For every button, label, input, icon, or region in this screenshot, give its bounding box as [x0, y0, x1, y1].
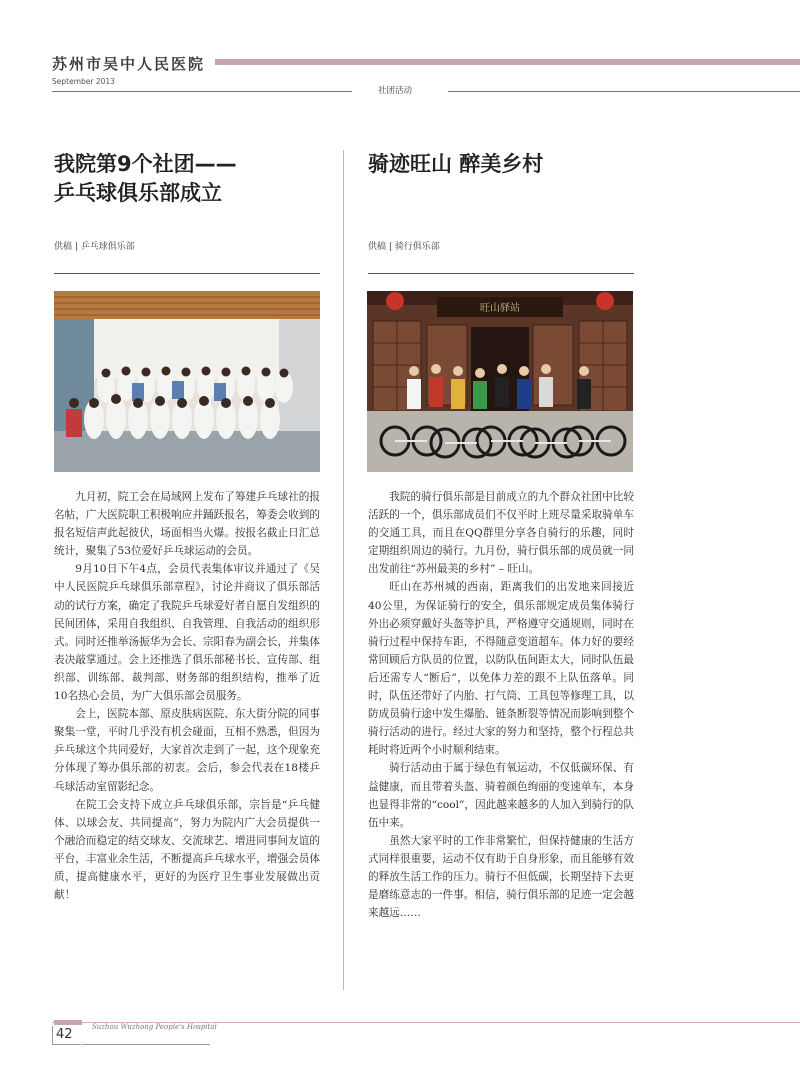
page-number: 42 [56, 1027, 73, 1042]
cycling-photo-illustration [367, 291, 633, 472]
right-paragraph: 我院的骑行俱乐部是目前成立的九个群众社团中比较活跃的一个，俱乐部成员们不仅平时上班尽量采取骑单车的交通工具，而且在QQ群里分享各自骑行的乐趣，同时定期组织周边的骑行。九月份，骑行俱乐部的成员就一同出发前往“苏州最美的乡村” – 旺山。 [368, 491, 634, 576]
group-photo-table-tennis [54, 291, 320, 472]
left-paragraph: 九月初，院工会在局域网上发布了筹建乒乓球社的报名帖，广大医院职工积极响应并踊跃报名，筹委会收到的报名短信声此起彼伏，场面相当火爆。按报名截止日汇总统计，聚集了53位爱好乒乓球运动的会员。 [54, 491, 320, 558]
column-divider [343, 150, 344, 990]
masthead-title: 苏州市吴中人民医院 [52, 55, 206, 73]
header-rule-left [52, 91, 352, 92]
right-article-body [368, 488, 634, 922]
right-paragraph: 骑行活动由于属于绿色有氧运动，不仅低碳环保、有益健康，而且带着头盔、骑着颜色绚丽的变速单车，本身也显得非常的“cool”，因此越来越多的人加入到骑行的队伍中来。 [368, 762, 634, 829]
right-byline-rule [368, 273, 634, 274]
right-article-title: 骑迹旺山 醉美乡村 [368, 152, 544, 176]
table-tennis-photo-illustration [54, 291, 320, 472]
left-paragraph: 会上，医院本部、原皮肤病医院、东大街分院的同事聚集一堂，平时几乎没有机会碰面，互相不熟悉，但因为乒乓球这个共同爱好，大家首次走到了一起，这个现象充分体现了筹办俱乐部的初衷。会后，参会代表在18楼乒乓球活动室留影纪念。 [54, 708, 320, 793]
issue-date: September 2013 [52, 77, 115, 86]
left-byline: 供稿 | 乒乓球俱乐部 [54, 242, 135, 252]
left-article-body [54, 488, 320, 904]
left-article-title [54, 150, 334, 208]
right-paragraph: 旺山在苏州城的西南，距离我们的出发地来回接近40公里，为保证骑行的安全，俱乐部规定成员集体骑行外出必须穿戴好头盔等护具，严格遵守交通规则，同时在骑行过程中保持车距，不得随意变道超车。体力好的要经常回顾后方队员的位置，以防队伍间距太大，同时队伍最后还需专人“断后”，以免体力差的跟不上队伍落单。同时，队伍还带好了内胎、打气筒、工具包等修理工具，以防成员骑行途中发生爆胎、链条断裂等情况而影响到整个骑行活动的进行。经过大家的努力和坚持，整个行程总共耗时将近两个小时顺利结束。 [368, 581, 634, 757]
right-byline: 供稿 | 骑行俱乐部 [368, 242, 440, 252]
left-paragraph: 在院工会支持下成立乒乓球俱乐部，宗旨是“乒乓健体、以球会友、共同提高”，努力为院内广大会员提供一个融洽而稳定的结交球友、交流球艺、增进同事间友谊的平台，丰富业余生活，不断提高乒乓球水平，增强会员体质，提高健康水平，更好的为医疗卫生事业发展做出贡献！ [54, 798, 320, 902]
left-title-line2: 乒乓球俱乐部成立 [54, 181, 222, 205]
header-rule-right [448, 91, 800, 92]
group-photo-cycling [367, 291, 633, 472]
footer-accent-bar [54, 1020, 82, 1025]
section-label: 社团活动 [378, 86, 413, 96]
left-paragraph: 9月10日下午4点，会员代表集体审议并通过了《吴中人民医院乒乓球俱乐部章程》，讨论并商议了俱乐部活动的试行方案，确定了我院乒乓球爱好者自愿自发组织的民间团体，采用自我组织、自我管理、自我活动的组织形式。同时还推举汤振华为会长、宗阳春为副会长，并集体表决敲掌通过。会上还推选了俱乐部秘书长、宣传部、组织部、训练部、裁判部、财务部的组织结构，推举了近10名热心会员，为广大俱乐部会员服务。 [54, 563, 320, 703]
footer-hospital-name: Suzhou Wuzhong People's Hospital [92, 1023, 217, 1031]
left-title-line1: 我院第9个社团—— [54, 152, 237, 176]
right-paragraph: 虽然大家平时的工作非常繁忙，但保持健康的生活方式同样很重要，运动不仅有助于自身形象，而且能够有效的释放生活工作的压力。骑行不但低碳，长期坚持下去更是磨练意志的一件事。相信，骑行俱乐部的足迹一定会越来越远…… [368, 834, 634, 920]
photo-sign-text: 旺山驿站 [480, 303, 520, 314]
left-byline-rule [54, 273, 320, 274]
footer-rule-small [82, 1044, 210, 1045]
masthead-bar [215, 59, 800, 65]
